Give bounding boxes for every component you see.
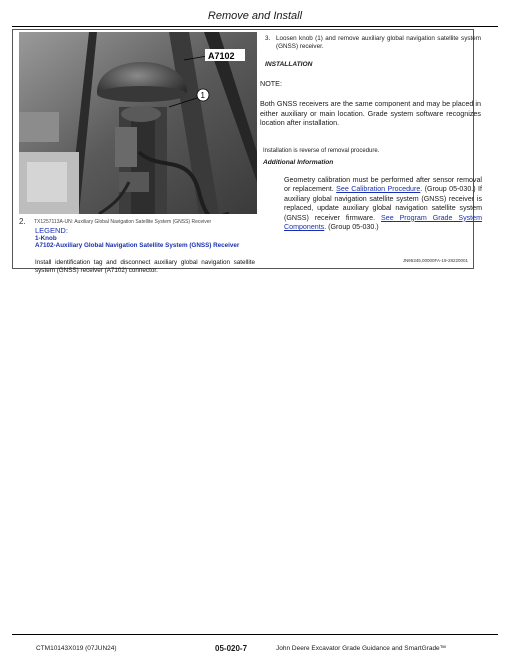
step-3-number: 3. <box>265 35 271 42</box>
note-text: Both GNSS receivers are the same component and may be placed in either auxiliary or main location. Grade system software recognizes location after installation. <box>260 99 481 127</box>
footer-doc-id: CTM10143X019 (07JUN24) <box>36 645 117 652</box>
footer-page-number: 05-020-7 <box>215 644 248 653</box>
legend-title: LEGEND: <box>35 226 68 235</box>
callout-a7102-label: A7102 <box>208 51 235 61</box>
note-label: NOTE: <box>260 79 282 88</box>
calibration-note: Geometry calibration must be performed after sensor removal or replacement. <box>284 176 482 194</box>
footer-book-title: John Deere Excavator Grade Guidance and SmartGrade™ <box>276 645 447 652</box>
additional-info-text <box>284 176 482 232</box>
legend-item-a7102: A7102-Auxiliary Global Navigation Satellite System (GNSS) Receiver <box>35 242 240 249</box>
additional-info-heading: Additional Information <box>263 159 334 166</box>
footer-rule <box>12 634 498 635</box>
page-header-title: Remove and Install <box>207 10 303 22</box>
firmware-note: If auxiliary global navigation satellite system (GNSS) receiver is replaced, update auxiliary global navigation satellite system (GNSS) receiver firmware. <box>284 185 482 222</box>
installation-heading: INSTALLATION <box>265 61 313 68</box>
figure-caption: TX1257113A-UN: Auxiliary Global Navigation Satellite System (GNSS) Receiver <box>34 219 212 225</box>
step-2-number: 2. <box>19 217 26 226</box>
callout-1-label: 1 <box>200 91 205 100</box>
content-panel <box>12 29 482 274</box>
step-3-text: Loosen knob (1) and remove auxiliary global navigation satellite system (GNSS) receiver. <box>276 35 481 50</box>
reverse-procedure-text: Installation is reverse of removal procedure. <box>263 148 380 154</box>
reference-id: JN95345,00000FA-19-28220001 <box>402 258 468 263</box>
header-rule <box>12 26 498 27</box>
legend-item-knob: 1-Knob <box>35 235 57 242</box>
step-2-text: Install identification tag and disconnect auxiliary global navigation satellite system (GNSS) receiver (A7102) connector. <box>35 259 255 274</box>
firmware-group-ref: . (Group 05-030.) <box>324 223 379 232</box>
receiver-photo <box>19 32 257 214</box>
calibration-group-ref: . (Group 05-030.) <box>420 185 476 194</box>
calibration-procedure-link[interactable]: See Calibration Procedure <box>336 185 421 194</box>
program-components-link[interactable]: See Program Grade System Components <box>284 213 482 232</box>
